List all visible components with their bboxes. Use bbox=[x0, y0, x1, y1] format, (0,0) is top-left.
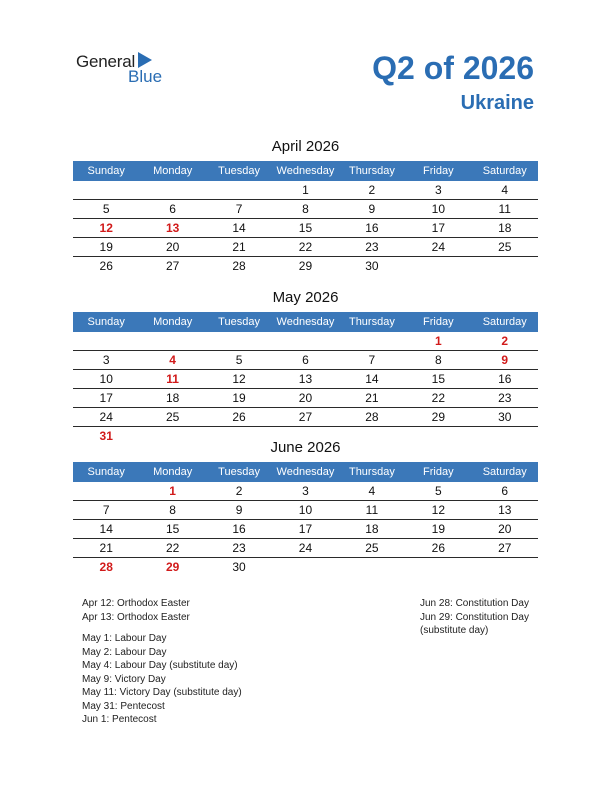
day-cell: 21 bbox=[232, 240, 246, 254]
day-cell: 4 bbox=[169, 353, 176, 367]
holiday-note: Jun 1: Pentecost bbox=[82, 714, 157, 725]
day-cell: 7 bbox=[102, 503, 110, 517]
weekday-header bbox=[73, 312, 538, 332]
month-title: April 2026 bbox=[271, 138, 340, 155]
day-cell bbox=[272, 332, 338, 350]
day-cell: 16 bbox=[232, 522, 246, 536]
day-cell: 13 bbox=[165, 221, 180, 235]
holiday-note: May 11: Victory Day (substitute day) bbox=[82, 687, 242, 698]
day-cell: 16 bbox=[365, 221, 379, 235]
day-cell: 3 bbox=[102, 353, 110, 367]
day-cell: 16 bbox=[498, 372, 512, 386]
week-row bbox=[73, 520, 538, 539]
holiday-note: May 9: Victory Day bbox=[82, 673, 166, 685]
weekday-label: Tuesday bbox=[218, 316, 260, 328]
weekday-label: Friday bbox=[423, 466, 454, 478]
month-june bbox=[73, 438, 538, 576]
weekday-label: Saturday bbox=[482, 316, 527, 328]
holiday-notes-left bbox=[82, 597, 242, 727]
page-title: Q2 of 2026 bbox=[372, 50, 534, 86]
week-row bbox=[73, 238, 538, 257]
day-cell bbox=[73, 482, 139, 500]
holiday-note: May 1: Labour Day bbox=[82, 633, 167, 644]
day-cell: 5 bbox=[434, 484, 442, 498]
day-cell: 25 bbox=[165, 410, 180, 424]
week-row bbox=[73, 351, 538, 370]
day-cell: 11 bbox=[365, 503, 379, 517]
weekday-label: Wednesday bbox=[276, 466, 335, 478]
week-row bbox=[73, 558, 538, 576]
day-cell: 15 bbox=[165, 522, 180, 536]
week-row bbox=[73, 408, 538, 427]
day-cell: 11 bbox=[166, 372, 179, 386]
weekday-label: Monday bbox=[153, 466, 193, 478]
day-cell: 20 bbox=[165, 240, 180, 254]
logo-triangle-icon bbox=[138, 52, 152, 68]
weekday-label: Tuesday bbox=[218, 466, 260, 478]
day-cell: 17 bbox=[99, 391, 113, 405]
day-cell: 1 bbox=[434, 334, 442, 348]
day-cell: 9 bbox=[235, 503, 243, 517]
day-cell: 22 bbox=[431, 391, 445, 405]
day-cell: 30 bbox=[498, 410, 512, 424]
day-cell: 14 bbox=[365, 372, 379, 386]
day-cell: 29 bbox=[431, 410, 445, 424]
day-cell: 7 bbox=[368, 353, 376, 367]
month-april bbox=[73, 137, 538, 275]
day-cell: 1 bbox=[302, 183, 309, 197]
weekday-label: Tuesday bbox=[218, 165, 260, 177]
day-cell bbox=[405, 558, 471, 576]
day-cell: 3 bbox=[302, 484, 309, 498]
day-cell: 8 bbox=[302, 202, 309, 216]
generalblue-logo bbox=[76, 52, 163, 86]
holiday-note: Apr 13: Orthodox Easter bbox=[82, 611, 190, 623]
logo-text-blue: Blue bbox=[128, 67, 163, 86]
day-cell: 18 bbox=[365, 522, 379, 536]
day-cell: 23 bbox=[365, 240, 379, 254]
day-cell: 3 bbox=[434, 183, 442, 197]
day-cell bbox=[73, 332, 139, 350]
holiday-note: May 4: Labour Day (substitute day) bbox=[82, 660, 238, 671]
day-cell bbox=[139, 181, 205, 199]
week-row bbox=[73, 181, 538, 200]
holiday-note: Apr 12: Orthodox Easter bbox=[82, 598, 190, 609]
day-cell bbox=[272, 558, 338, 576]
day-cell bbox=[405, 257, 471, 275]
day-cell: 28 bbox=[99, 560, 113, 574]
weekday-header bbox=[73, 161, 538, 181]
week-row bbox=[73, 389, 538, 408]
week-row bbox=[73, 257, 538, 275]
holiday-note: Jun 28: Constitution Day bbox=[420, 598, 529, 609]
weekday-label: Friday bbox=[423, 165, 454, 177]
holiday-note: May 31: Pentecost bbox=[82, 700, 165, 712]
day-cell: 6 bbox=[501, 484, 509, 498]
day-cell bbox=[472, 257, 538, 275]
day-cell: 5 bbox=[235, 353, 243, 367]
day-cell bbox=[73, 181, 139, 199]
week-row bbox=[73, 482, 538, 501]
day-cell: 9 bbox=[501, 353, 509, 367]
holiday-note: May 2: Labour Day bbox=[82, 646, 167, 658]
week-row bbox=[73, 370, 538, 389]
weekday-label: Friday bbox=[423, 316, 454, 328]
day-cell bbox=[472, 558, 538, 576]
day-cell: 8 bbox=[169, 503, 176, 517]
day-cell: 23 bbox=[498, 391, 512, 405]
weekday-label: Thursday bbox=[348, 466, 395, 478]
day-cell: 17 bbox=[298, 522, 313, 536]
day-cell: 27 bbox=[498, 541, 512, 555]
day-cell: 30 bbox=[232, 560, 246, 574]
week-row bbox=[73, 501, 538, 520]
day-cell: 25 bbox=[365, 541, 379, 555]
day-cell: 27 bbox=[298, 410, 313, 424]
weekday-label: Thursday bbox=[348, 316, 395, 328]
day-cell: 22 bbox=[298, 240, 313, 254]
day-cell bbox=[339, 558, 405, 576]
day-cell bbox=[139, 332, 205, 350]
day-cell: 1 bbox=[169, 484, 176, 498]
weekday-header bbox=[73, 462, 538, 482]
day-cell: 25 bbox=[498, 240, 512, 254]
day-cell bbox=[206, 332, 272, 350]
day-cell: 21 bbox=[99, 541, 113, 555]
day-cell: 10 bbox=[431, 202, 445, 216]
weekday-label: Monday bbox=[153, 316, 193, 328]
day-cell: 31 bbox=[99, 429, 113, 443]
day-cell: 9 bbox=[368, 202, 376, 216]
day-cell: 26 bbox=[99, 259, 113, 273]
day-cell: 24 bbox=[99, 410, 113, 424]
day-cell: 10 bbox=[298, 503, 313, 517]
day-cell: 6 bbox=[169, 202, 176, 216]
day-cell bbox=[206, 181, 272, 199]
day-cell: 24 bbox=[298, 541, 313, 555]
day-cell: 14 bbox=[232, 221, 246, 235]
holiday-note: (substitute day) bbox=[420, 625, 489, 636]
day-cell: 2 bbox=[501, 334, 509, 348]
day-cell: 19 bbox=[431, 522, 445, 536]
day-cell: 29 bbox=[165, 560, 180, 574]
weekday-label: Wednesday bbox=[276, 316, 335, 328]
day-cell: 8 bbox=[434, 353, 442, 367]
day-cell: 5 bbox=[102, 202, 110, 216]
day-cell bbox=[339, 332, 405, 350]
weekday-label: Wednesday bbox=[276, 165, 335, 177]
day-cell: 28 bbox=[232, 259, 246, 273]
weekday-label: Saturday bbox=[482, 165, 527, 177]
day-cell: 29 bbox=[298, 259, 313, 273]
day-cell: 13 bbox=[498, 503, 512, 517]
month-title: June 2026 bbox=[270, 439, 341, 456]
day-cell: 19 bbox=[99, 240, 113, 254]
day-cell: 4 bbox=[368, 484, 376, 498]
day-cell: 28 bbox=[365, 410, 379, 424]
weekday-label: Sunday bbox=[87, 316, 125, 328]
day-cell: 12 bbox=[232, 372, 246, 386]
day-cell: 22 bbox=[165, 541, 180, 555]
day-cell: 6 bbox=[302, 353, 309, 367]
day-cell: 12 bbox=[431, 503, 445, 517]
month-title: May 2026 bbox=[272, 289, 339, 306]
country-name: Ukraine bbox=[460, 92, 534, 114]
day-cell: 12 bbox=[99, 221, 113, 235]
weekday-label: Thursday bbox=[348, 165, 395, 177]
day-cell: 20 bbox=[298, 391, 313, 405]
weekday-label: Sunday bbox=[87, 466, 125, 478]
week-row bbox=[73, 332, 538, 351]
weekday-label: Saturday bbox=[482, 466, 527, 478]
day-cell: 13 bbox=[298, 372, 313, 386]
week-row bbox=[73, 539, 538, 558]
day-cell: 15 bbox=[298, 221, 313, 235]
day-cell: 15 bbox=[431, 372, 445, 386]
day-cell: 21 bbox=[365, 391, 379, 405]
day-cell: 24 bbox=[431, 240, 445, 254]
holiday-notes-right bbox=[420, 597, 529, 638]
day-cell: 11 bbox=[498, 202, 511, 216]
day-cell: 10 bbox=[99, 372, 113, 386]
day-cell: 17 bbox=[431, 221, 445, 235]
week-row bbox=[73, 200, 538, 219]
day-cell: 20 bbox=[498, 522, 512, 536]
day-cell: 4 bbox=[501, 183, 509, 197]
day-cell: 18 bbox=[498, 221, 512, 235]
day-cell: 14 bbox=[99, 522, 113, 536]
weekday-label: Monday bbox=[153, 165, 193, 177]
day-cell: 2 bbox=[368, 183, 376, 197]
month-may bbox=[73, 288, 538, 445]
day-cell: 2 bbox=[235, 484, 243, 498]
day-cell: 23 bbox=[232, 541, 246, 555]
day-cell: 26 bbox=[232, 410, 246, 424]
day-cell: 7 bbox=[235, 202, 243, 216]
day-cell: 27 bbox=[165, 259, 180, 273]
day-cell: 19 bbox=[232, 391, 246, 405]
day-cell: 18 bbox=[165, 391, 180, 405]
week-row bbox=[73, 219, 538, 238]
day-cell: 30 bbox=[365, 259, 379, 273]
day-cell: 26 bbox=[431, 541, 445, 555]
logo-text-general: General bbox=[76, 52, 136, 71]
holiday-note: Jun 29: Constitution Day bbox=[420, 611, 529, 623]
weekday-label: Sunday bbox=[87, 165, 125, 177]
